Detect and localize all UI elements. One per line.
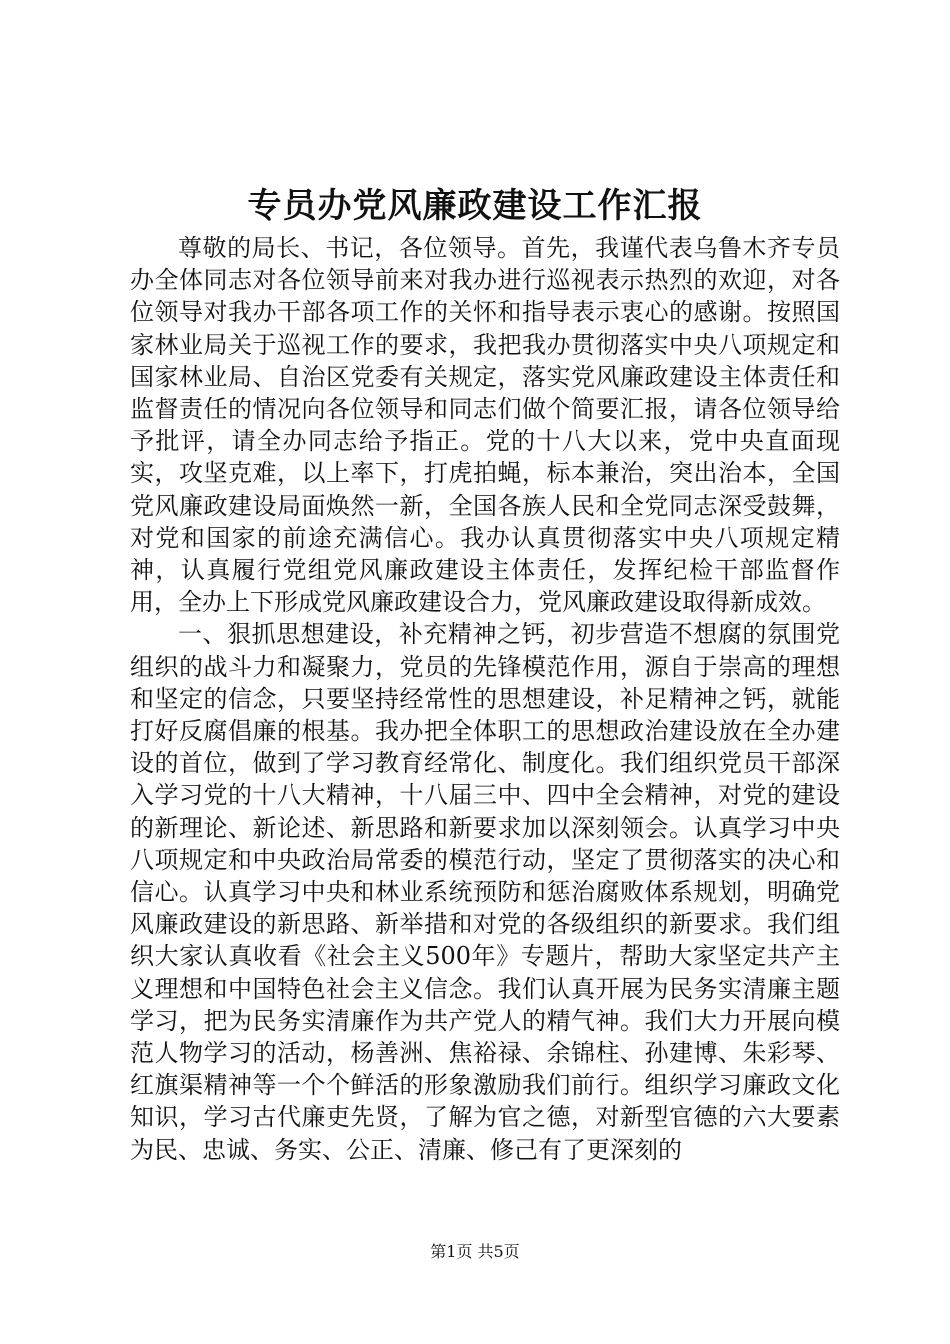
paragraph-section-one: 一、狠抓思想建设，补充精神之钙，初步营造不想腐的氛围党组织的战斗力和凝聚力，党员的先锋模范作用，源自于崇高的理想和坚定的信念，只要坚持经常性的思想建设，补足精神之钙，就能打好反腐倡廉的根基。我办把全体职工的思想政治建设放在全办建设的首位，做到了学习教育经常化、制度化。我们组织党员干部深入学习党的十八大精神，十八届三中、四中全会精神，对党的建设的新理论、新论述、新思路和新要求加以深刻领会。认真学习中央八项规定和中央政治局常委的模范行动，坚定了贯彻落实的决心和信心。认真学习中央和林业系统预防和惩治腐败体系规划，明确党风廉政建设的新思路、新举措和对党的各级组织的新要求。我们组织大家认真收看《社会主义500年》专题片，帮助大家坚定共产主义理想和中国特色社会主义信念。我们认真开展为民务实清廉主题学习，把为民务实清廉作为共产党人的精气神。我们大力开展向模范人物学习的活动，杨善洲、焦裕禄、余锦柱、孙建博、朱彩琴、红旗渠精神等一个个鲜活的形象激励我们前行。组织学习廉政文化知识，学习古代廉吏先贤，了解为官之德，对新型官德的六大要素为民、忠诚、务实、公正、清廉、修己有了更深刻的 — [130, 620, 840, 1164]
document-title: 专员办党风廉政建设工作汇报 — [247, 186, 703, 226]
page-footer: 第1页 共5页 — [430, 1242, 520, 1261]
paragraph-intro: 尊敬的局长、书记，各位领导。首先，我谨代表乌鲁木齐专员办全体同志对各位领导前来对我办进行巡视表示热烈的欢迎，对各位领导对我办干部各项工作的关怀和指导表示衷心的感谢。按照国家林业局关于巡视工作的要求，我把我办贯彻落实中央八项规定和国家林业局、自治区党委有关规定，落实党风廉政建设主体责任和监督责任的情况向各位领导和同志们做个简要汇报，请各位领导给予批评，请全办同志给予指正。党的十八大以来，党中央直面现实，攻坚克难，以上率下，打虎拍蝇，标本兼治，突出治本，全国党风廉政建设局面焕然一新，全国各族人民和全党同志深受鼓舞，对党和国家的前途充满信心。我办认真贯彻落实中央八项规定精神，认真履行党组党风廉政建设主体责任，发挥纪检干部监督作用，全办上下形成党风廉政建设合力，党风廉政建设取得新成效。 — [130, 234, 840, 617]
document-body — [130, 232, 840, 1166]
